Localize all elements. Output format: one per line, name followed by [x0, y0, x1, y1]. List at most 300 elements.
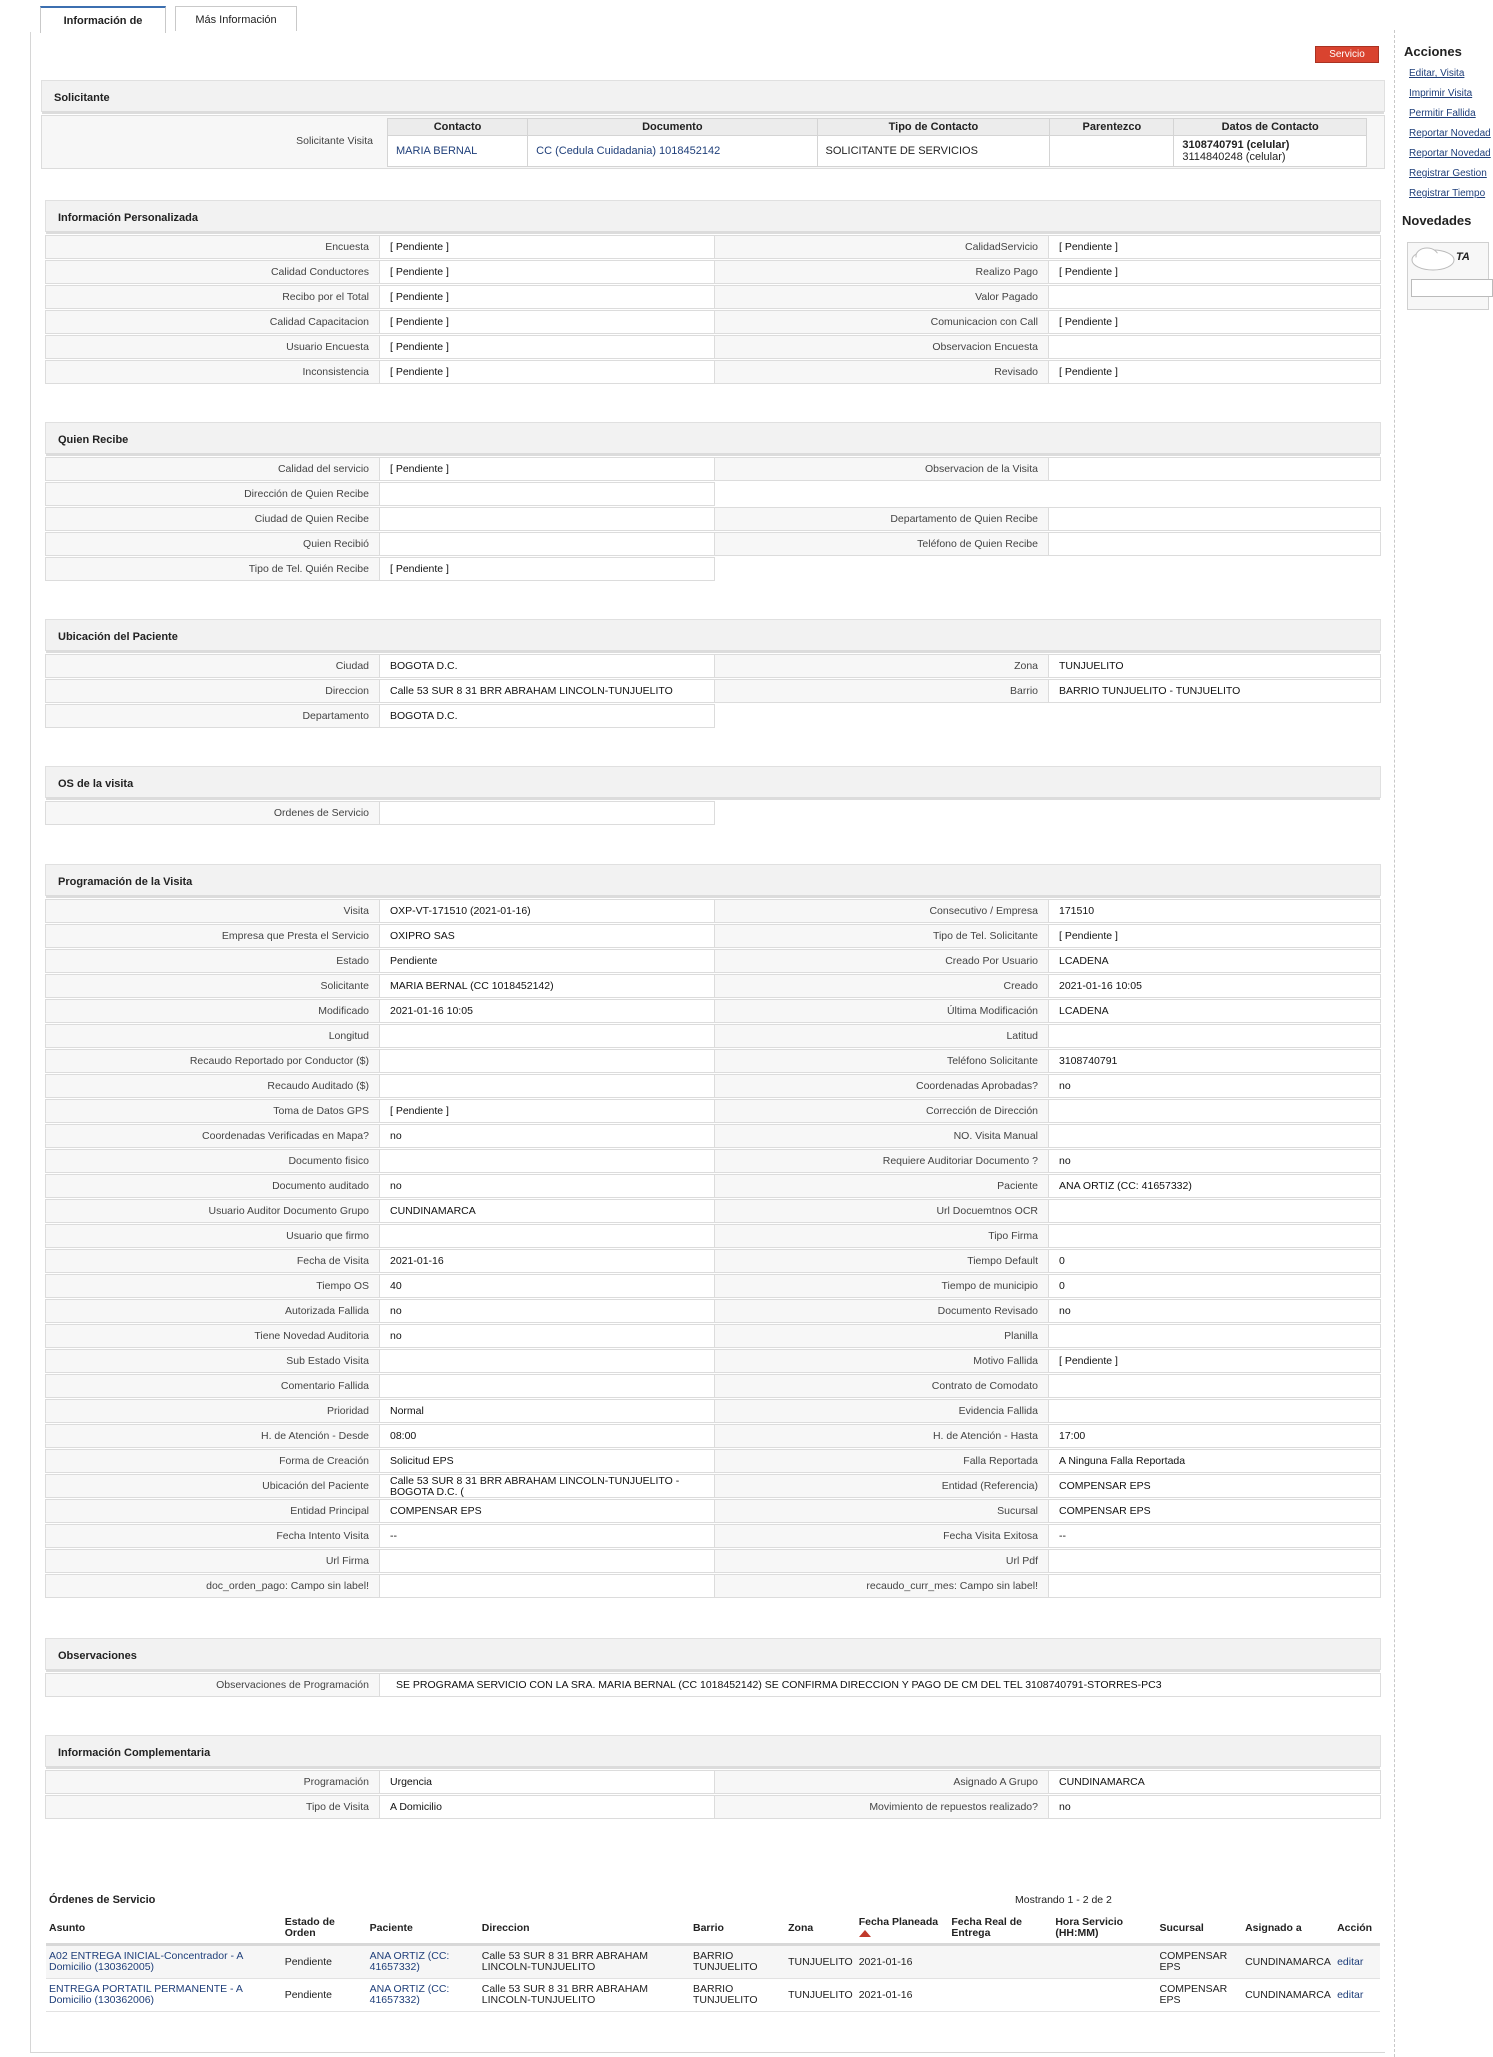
field-value: no [379, 1299, 715, 1323]
section-title: Ubicación del Paciente [45, 619, 1381, 651]
cell-accion[interactable]: editar [1334, 1979, 1380, 2012]
field-value [379, 1549, 715, 1573]
field-value: 2021-01-16 10:05 [1048, 974, 1381, 998]
field-label: Revisado [714, 360, 1049, 384]
field-label: Última Modificación [714, 999, 1049, 1023]
field-label: Autorizada Fallida [45, 1299, 380, 1323]
field-label: Forma de Creación [45, 1449, 380, 1473]
cell-asunto[interactable]: A02 ENTREGA INICIAL-Concentrador - A Domicilio (130362005) [46, 1945, 282, 1979]
field-value [379, 1574, 715, 1598]
cell-asignado: CUNDINAMARCA [1242, 1979, 1334, 2012]
field-label: Empresa que Presta el Servicio [45, 924, 380, 948]
cell-hora-servicio [1052, 1979, 1156, 2012]
field-label: Creado Por Usuario [714, 949, 1049, 973]
field-label: Creado [714, 974, 1049, 998]
field-value: 171510 [1048, 899, 1381, 923]
field-value: no [1048, 1795, 1381, 1819]
parentezco [1050, 136, 1174, 167]
col-barrio[interactable]: Barrio [690, 1913, 785, 1945]
cell-fecha-real [948, 1979, 1052, 2012]
field-grid [45, 654, 1381, 729]
field-row [45, 1224, 1381, 1249]
field-row [45, 1449, 1381, 1474]
field-label: Tiempo Default [714, 1249, 1049, 1273]
field-value: CUNDINAMARCA [379, 1199, 715, 1223]
action-link[interactable]: Registrar Gestion [1409, 168, 1487, 179]
tipo-contacto: SOLICITANTE DE SERVICIOS [817, 136, 1050, 167]
field-row [45, 1124, 1381, 1149]
cell-estado: Pendiente [282, 1945, 367, 1979]
field-label: CalidadServicio [714, 235, 1049, 259]
field-label: Url Docuemtnos OCR [714, 1199, 1049, 1223]
field-label: Entidad Principal [45, 1499, 380, 1523]
field-grid [45, 899, 1381, 1599]
field-row [45, 1524, 1381, 1549]
ordenes-count: Mostrando 1 - 2 de 2 [1015, 1894, 1112, 1906]
field-value: COMPENSAR EPS [379, 1499, 715, 1523]
field-value: COMPENSAR EPS [1048, 1474, 1381, 1498]
field-label: Ordenes de Servicio [45, 801, 380, 825]
field-value: A Domicilio [379, 1795, 715, 1819]
field-value: COMPENSAR EPS [1048, 1499, 1381, 1523]
field-label: Observacion de la Visita [714, 457, 1049, 481]
field-label: Ubicación del Paciente [45, 1474, 380, 1498]
section-programacion-visita [45, 864, 1381, 1599]
col-header: Contacto [388, 119, 528, 136]
field-value: no [1048, 1299, 1381, 1323]
observaciones-value: SE PROGRAMA SERVICIO CON LA SRA. MARIA BERNAL (CC 1018452142) SE CONFIRMA DIRECCION Y PAGO DE CM DEL TEL 3108740791-STORRES-PC3 [379, 1673, 1381, 1697]
right-panel [1402, 44, 1491, 310]
field-value: [ Pendiente ] [1048, 1349, 1381, 1373]
field-label: Usuario que firmo [45, 1224, 380, 1248]
field-label: Motivo Fallida [714, 1349, 1049, 1373]
field-value [1048, 1099, 1381, 1123]
phone-secondary: 3114840248 (celular) [1182, 151, 1286, 163]
field-label: Estado [45, 949, 380, 973]
field-label: Requiere Auditoriar Documento ? [714, 1149, 1049, 1173]
field-value: [ Pendiente ] [1048, 235, 1381, 259]
field-value [1048, 1574, 1381, 1598]
field-label: Tiene Novedad Auditoria [45, 1324, 380, 1348]
field-row [45, 1574, 1381, 1599]
field-value: 08:00 [379, 1424, 715, 1448]
field-row [45, 924, 1381, 949]
field-value: [ Pendiente ] [1048, 924, 1381, 948]
sort-asc-icon [859, 1930, 871, 1937]
cell-direccion: Calle 53 SUR 8 31 BRR ABRAHAM LINCOLN-TUNJUELITO [479, 1945, 690, 1979]
field-label: Teléfono de Quien Recibe [714, 532, 1049, 556]
col-asunto[interactable]: Asunto [46, 1913, 282, 1945]
cell-paciente[interactable]: ANA ORTIZ (CC: 41657332) [367, 1979, 479, 2012]
field-row [45, 335, 1381, 360]
field-row [45, 1024, 1381, 1049]
field-label: Longitud [45, 1024, 380, 1048]
field-value: [ Pendiente ] [379, 235, 715, 259]
field-value [1048, 1224, 1381, 1248]
col-zona[interactable]: Zona [785, 1913, 856, 1945]
col-header: Parentezco [1050, 119, 1174, 136]
field-label: Documento auditado [45, 1174, 380, 1198]
field-grid [45, 457, 1381, 582]
ordenes-title: Órdenes de Servicio [49, 1894, 156, 1906]
action-link[interactable]: Registrar Tiempo [1409, 188, 1486, 199]
field-label: Zona [714, 654, 1049, 678]
acciones-title: Acciones [1404, 44, 1462, 59]
col-asignado[interactable]: Asignado a [1242, 1913, 1334, 1945]
field-value [1048, 1374, 1381, 1398]
field-row [45, 482, 1381, 507]
col-fecha-planeada[interactable] [856, 1913, 949, 1945]
datos-contacto [1174, 136, 1367, 167]
field-label: Solicitante [45, 974, 380, 998]
field-label: Evidencia Fallida [714, 1399, 1049, 1423]
section-title: Quien Recibe [45, 422, 1381, 454]
field-label: Tipo de Visita [45, 1795, 380, 1819]
field-label: Corrección de Dirección [714, 1099, 1049, 1123]
tab-informacion[interactable] [40, 6, 166, 33]
solicitante-label: Solicitante Visita [296, 135, 373, 147]
cell-zona: TUNJUELITO [785, 1945, 856, 1979]
field-label: Entidad (Referencia) [714, 1474, 1049, 1498]
field-label: Observacion Encuesta [714, 335, 1049, 359]
field-value [1048, 457, 1381, 481]
field-row [45, 1199, 1381, 1224]
field-value: A Ninguna Falla Reportada [1048, 1449, 1381, 1473]
field-value [379, 1024, 715, 1048]
field-value [1048, 1399, 1381, 1423]
field-row [45, 1474, 1381, 1499]
field-row [45, 949, 1381, 974]
field-label: Movimiento de repuestos realizado? [714, 1795, 1049, 1819]
field-label: doc_orden_pago: Campo sin label! [45, 1574, 380, 1598]
field-value [1048, 335, 1381, 359]
field-label: Calidad Capacitacion [45, 310, 380, 334]
field-value [379, 1349, 715, 1373]
field-label: Ciudad [45, 654, 380, 678]
section-informacion-personalizada [45, 200, 1381, 385]
col-hora-servicio[interactable]: Hora Servicio (HH:MM) [1052, 1913, 1156, 1945]
field-row [45, 507, 1381, 532]
field-label: Observaciones de Programación [45, 1673, 380, 1697]
field-value: [ Pendiente ] [379, 360, 715, 384]
field-label: NO. Visita Manual [714, 1124, 1049, 1148]
field-value: Calle 53 SUR 8 31 BRR ABRAHAM LINCOLN-TUNJUELITO [379, 679, 715, 703]
col-label: Fecha Planeada [858, 1916, 939, 1928]
field-label: Sucursal [714, 1499, 1049, 1523]
field-row [45, 1770, 1381, 1795]
field-value: 2021-01-16 10:05 [379, 999, 715, 1023]
field-label: Url Pdf [714, 1549, 1049, 1573]
section-title: Información Personalizada [45, 200, 1381, 232]
cell-paciente[interactable]: ANA ORTIZ (CC: 41657332) [367, 1945, 479, 1979]
field-row [45, 1549, 1381, 1574]
section-os-visita [45, 766, 1381, 826]
field-row [45, 1249, 1381, 1274]
action-link[interactable]: Permitir Fallida [1409, 108, 1476, 119]
field-row [45, 532, 1381, 557]
field-label: Fecha Visita Exitosa [714, 1524, 1049, 1548]
section-title: OS de la visita [45, 766, 1381, 798]
field-value: no [379, 1124, 715, 1148]
field-label: Falla Reportada [714, 1449, 1049, 1473]
field-label: Coordenadas Verificadas en Mapa? [45, 1124, 380, 1148]
field-value: 3108740791 [1048, 1049, 1381, 1073]
field-label: Recaudo Auditado ($) [45, 1074, 380, 1098]
documento-link[interactable]: CC (Cedula Cuidadania) 1018452142 [528, 136, 817, 167]
phone-primary: 3108740791 (celular) [1182, 139, 1290, 151]
field-label: Ciudad de Quien Recibe [45, 507, 380, 531]
field-grid [45, 235, 1381, 385]
cell-hora-servicio [1052, 1945, 1156, 1979]
cell-accion[interactable]: editar [1334, 1945, 1380, 1979]
field-value: Pendiente [379, 949, 715, 973]
field-label: Programación [45, 1770, 380, 1794]
novedades-box [1407, 242, 1489, 310]
field-value: [ Pendiente ] [1048, 310, 1381, 334]
field-value [379, 482, 715, 506]
field-value: 17:00 [1048, 1424, 1381, 1448]
field-label: Calidad Conductores [45, 260, 380, 284]
field-row [45, 360, 1381, 385]
field-value [379, 801, 715, 825]
field-value: [ Pendiente ] [379, 260, 715, 284]
field-label: Departamento de Quien Recibe [714, 507, 1049, 531]
field-label: Documento fisico [45, 1149, 380, 1173]
col-estado[interactable]: Estado de Orden [282, 1913, 367, 1945]
field-value: [ Pendiente ] [379, 457, 715, 481]
field-value: no [1048, 1149, 1381, 1173]
field-label: Calidad del servicio [45, 457, 380, 481]
field-row [45, 1274, 1381, 1299]
field-label: Inconsistencia [45, 360, 380, 384]
col-accion: Acción [1334, 1913, 1380, 1945]
field-label: Encuesta [45, 235, 380, 259]
cell-barrio: BARRIO TUNJUELITO [690, 1979, 785, 2012]
field-value [1048, 507, 1381, 531]
field-row [45, 285, 1381, 310]
col-sucursal[interactable]: Sucursal [1156, 1913, 1242, 1945]
field-row [45, 1099, 1381, 1124]
box-label: TA [1456, 251, 1470, 263]
field-label: Modificado [45, 999, 380, 1023]
field-row [45, 1074, 1381, 1099]
cell-asignado: CUNDINAMARCA [1242, 1945, 1334, 1979]
field-row [45, 260, 1381, 285]
col-header: Datos de Contacto [1174, 119, 1367, 136]
section-title: Información Complementaria [45, 1735, 1381, 1767]
field-value: no [1048, 1074, 1381, 1098]
action-link[interactable]: Reportar Novedad [1409, 148, 1491, 159]
field-label: Visita [45, 899, 380, 923]
field-row [45, 999, 1381, 1024]
field-label: Contrato de Comodato [714, 1374, 1049, 1398]
field-row [45, 1299, 1381, 1324]
section-ubicacion-paciente [45, 619, 1381, 729]
cell-direccion: Calle 53 SUR 8 31 BRR ABRAHAM LINCOLN-TUNJUELITO [479, 1979, 690, 2012]
cell-fecha-planeada: 2021-01-16 [856, 1979, 949, 2012]
field-label: Prioridad [45, 1399, 380, 1423]
field-row [45, 557, 1381, 582]
section-title: Solicitante [41, 80, 1385, 112]
section-solicitante [41, 80, 1385, 169]
field-row [45, 1174, 1381, 1199]
field-grid [45, 1770, 1381, 1820]
field-value [379, 1049, 715, 1073]
cloud-icon [1410, 246, 1456, 272]
field-label: Consecutivo / Empresa [714, 899, 1049, 923]
section-title: Observaciones [45, 1638, 1381, 1670]
field-value: [ Pendiente ] [379, 557, 715, 581]
action-link[interactable]: Imprimir Visita [1409, 88, 1473, 99]
contacto-link[interactable]: MARIA BERNAL [388, 136, 528, 167]
cell-estado: Pendiente [282, 1979, 367, 2012]
col-paciente[interactable]: Paciente [367, 1913, 479, 1945]
field-value: no [379, 1324, 715, 1348]
field-value: Solicitud EPS [379, 1449, 715, 1473]
cell-zona: TUNJUELITO [785, 1979, 856, 2012]
field-value: [ Pendiente ] [1048, 360, 1381, 384]
cell-sucursal: COMPENSAR EPS [1156, 1979, 1242, 2012]
field-value [379, 1374, 715, 1398]
field-label: Direccion [45, 679, 380, 703]
tab-mas-informacion[interactable] [175, 6, 297, 31]
solicitante-table [387, 118, 1367, 167]
service-badge[interactable]: Servicio [1315, 46, 1379, 63]
field-value: [ Pendiente ] [379, 285, 715, 309]
field-value: [ Pendiente ] [379, 310, 715, 334]
field-label: Dirección de Quien Recibe [45, 482, 380, 506]
field-value: -- [1048, 1524, 1381, 1548]
field-label: Paciente [714, 1174, 1049, 1198]
tab-label: Más Información [195, 14, 277, 26]
field-value: 2021-01-16 [379, 1249, 715, 1273]
field-value: MARIA BERNAL (CC 1018452142) [379, 974, 715, 998]
field-value [1048, 1324, 1381, 1348]
field-label: Coordenadas Aprobadas? [714, 1074, 1049, 1098]
field-label: Recaudo Reportado por Conductor ($) [45, 1049, 380, 1073]
field-value: OXP-VT-171510 (2021-01-16) [379, 899, 715, 923]
field-label: recaudo_curr_mes: Campo sin label! [714, 1574, 1049, 1598]
section-title: Programación de la Visita [45, 864, 1381, 896]
field-row [45, 974, 1381, 999]
field-row [45, 1049, 1381, 1074]
action-link[interactable]: Editar, Visita [1409, 68, 1465, 79]
field-value: Calle 53 SUR 8 31 BRR ABRAHAM LINCOLN-TUNJUELITO - BOGOTA D.C. ( [379, 1474, 715, 1498]
field-row [45, 801, 1381, 826]
field-value: BOGOTA D.C. [379, 704, 715, 728]
field-label: H. de Atención - Desde [45, 1424, 380, 1448]
section-quien-recibe [45, 422, 1381, 582]
field-label: Barrio [714, 679, 1049, 703]
cell-asunto[interactable]: ENTREGA PORTATIL PERMANENTE - A Domicilio (130362006) [46, 1979, 282, 2012]
field-row [45, 654, 1381, 679]
col-header: Tipo de Contacto [817, 119, 1050, 136]
cell-sucursal: COMPENSAR EPS [1156, 1945, 1242, 1979]
field-label: Comentario Fallida [45, 1374, 380, 1398]
field-label: Usuario Auditor Documento Grupo [45, 1199, 380, 1223]
field-label: Tipo de Tel. Quién Recibe [45, 557, 380, 581]
field-row [45, 1374, 1381, 1399]
cell-fecha-planeada: 2021-01-16 [856, 1945, 949, 1979]
novedad-input[interactable] [1411, 279, 1493, 297]
field-value: LCADENA [1048, 999, 1381, 1023]
field-value: Normal [379, 1399, 715, 1423]
field-row [45, 1149, 1381, 1174]
field-value: [ Pendiente ] [379, 335, 715, 359]
field-label: Usuario Encuesta [45, 335, 380, 359]
field-row [45, 1349, 1381, 1374]
field-label: Fecha Intento Visita [45, 1524, 380, 1548]
field-value [379, 1149, 715, 1173]
field-value [379, 1074, 715, 1098]
field-label: Tiempo de municipio [714, 1274, 1049, 1298]
field-value: -- [379, 1524, 715, 1548]
action-link[interactable]: Reportar Novedad [1409, 128, 1491, 139]
field-value [379, 1224, 715, 1248]
section-observaciones [45, 1638, 1381, 1698]
field-value [1048, 1199, 1381, 1223]
col-fecha-real[interactable]: Fecha Real de Entrega [948, 1913, 1052, 1945]
novedades-title: Novedades [1402, 213, 1472, 228]
field-value: [ Pendiente ] [1048, 260, 1381, 284]
field-label: Comunicacion con Call [714, 310, 1049, 334]
field-value: Urgencia [379, 1770, 715, 1794]
field-label: Latitud [714, 1024, 1049, 1048]
field-grid [45, 801, 1381, 826]
field-value: BOGOTA D.C. [379, 654, 715, 678]
field-value: 40 [379, 1274, 715, 1298]
ordenes-table [46, 1913, 1380, 2012]
field-value: no [379, 1174, 715, 1198]
field-label: Asignado A Grupo [714, 1770, 1049, 1794]
field-label: Documento Revisado [714, 1299, 1049, 1323]
field-label: Realizo Pago [714, 260, 1049, 284]
col-header: Documento [528, 119, 817, 136]
field-row [45, 679, 1381, 704]
field-value [1048, 1549, 1381, 1573]
field-value: 0 [1048, 1274, 1381, 1298]
field-value: BARRIO TUNJUELITO - TUNJUELITO [1048, 679, 1381, 703]
field-value: OXIPRO SAS [379, 924, 715, 948]
field-label: Teléfono Solicitante [714, 1049, 1049, 1073]
field-row [45, 235, 1381, 260]
field-label: Toma de Datos GPS [45, 1099, 380, 1123]
field-value [1048, 1024, 1381, 1048]
field-value [1048, 285, 1381, 309]
field-row [45, 1399, 1381, 1424]
field-label: Url Firma [45, 1549, 380, 1573]
field-value [1048, 532, 1381, 556]
col-direccion[interactable]: Direccion [479, 1913, 690, 1945]
table-row[interactable] [46, 1979, 1380, 2012]
field-label: Sub Estado Visita [45, 1349, 380, 1373]
field-value [379, 507, 715, 531]
cell-fecha-real [948, 1945, 1052, 1979]
section-informacion-complementaria [45, 1735, 1381, 1820]
panel-divider [1394, 30, 1395, 2057]
field-label: Departamento [45, 704, 380, 728]
field-label: Tipo de Tel. Solicitante [714, 924, 1049, 948]
field-row [45, 1424, 1381, 1449]
field-row [45, 899, 1381, 924]
field-label: Recibo por el Total [45, 285, 380, 309]
solicitante-row [41, 115, 1385, 169]
field-value: CUNDINAMARCA [1048, 1770, 1381, 1794]
field-value: ANA ORTIZ (CC: 41657332) [1048, 1174, 1381, 1198]
field-label: Planilla [714, 1324, 1049, 1348]
field-label: Tipo Firma [714, 1224, 1049, 1248]
table-row[interactable] [46, 1945, 1380, 1979]
